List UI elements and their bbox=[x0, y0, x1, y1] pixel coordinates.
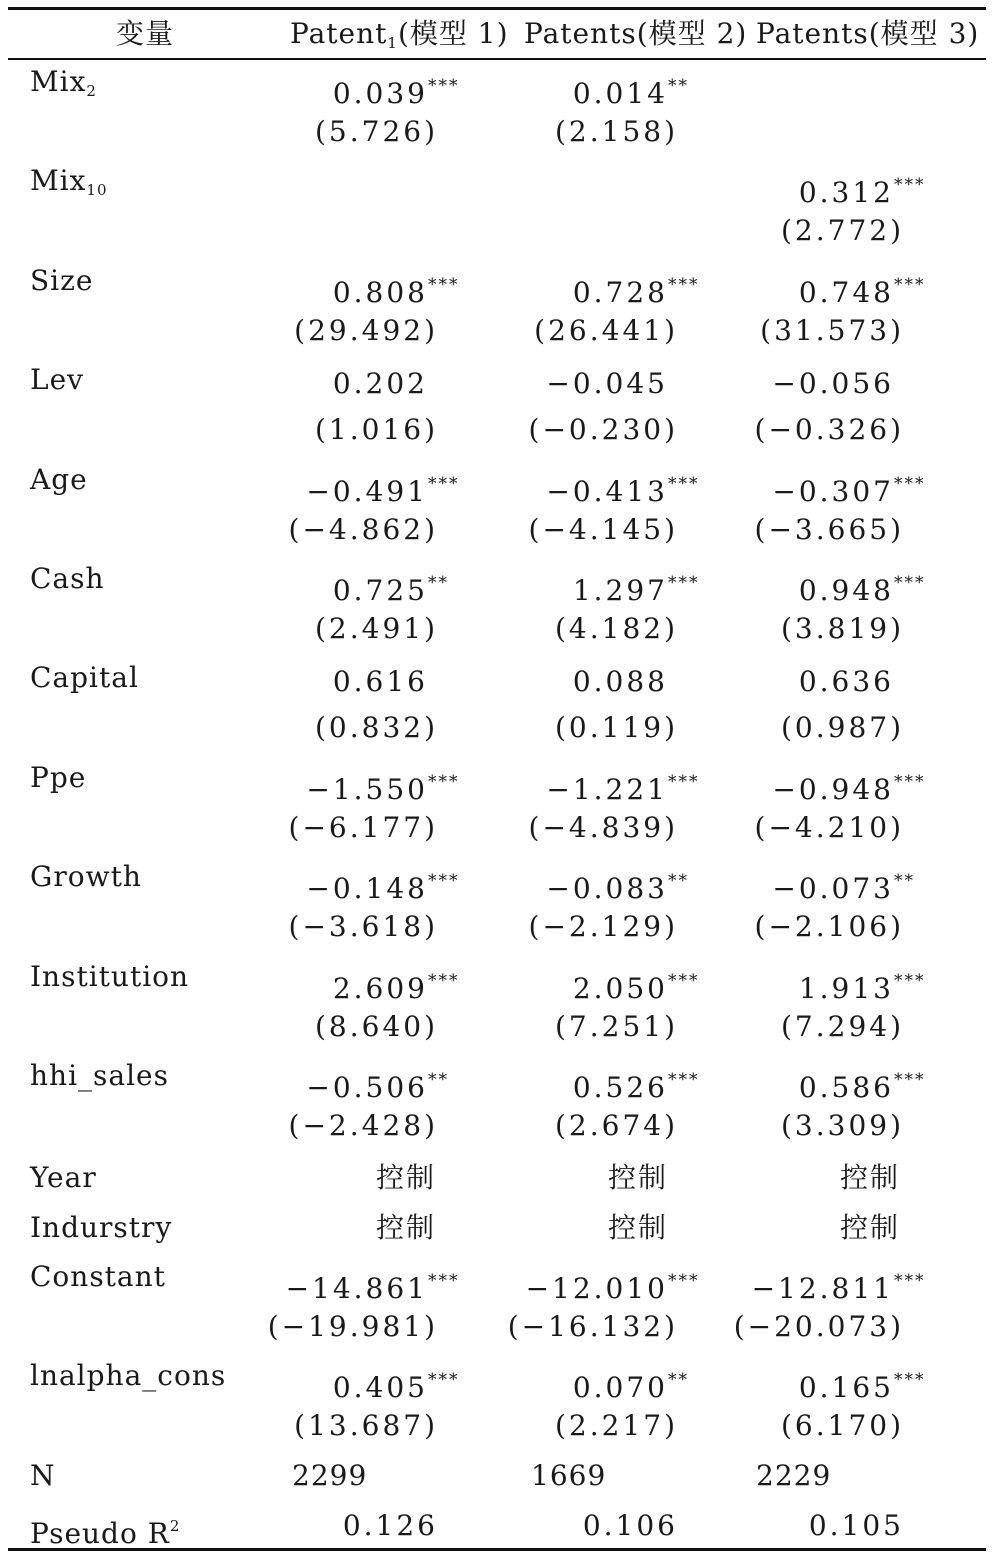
row-8-tstat-model-1: (−3.618) bbox=[288, 910, 438, 944]
row-11-coef-model-1 bbox=[285, 1261, 468, 1305]
row-12-coef-value: 0.405 bbox=[332, 1371, 428, 1405]
row-0-coef-value: 0.039 bbox=[332, 77, 428, 110]
row-6-label bbox=[30, 658, 139, 698]
row-3-coef-model-3 bbox=[772, 364, 934, 404]
row-11-coef-model-2 bbox=[525, 1261, 708, 1305]
row-2-label-text: Size bbox=[30, 263, 94, 297]
row-3-coef-model-1 bbox=[333, 364, 468, 404]
row-7-tstat-model-2: (−4.839) bbox=[528, 810, 678, 844]
row-7-label-text: Ppe bbox=[30, 760, 87, 794]
row-2-label bbox=[30, 261, 93, 301]
row-4-tstat-model-1: (−4.862) bbox=[288, 512, 438, 546]
row-10-coef-value: −0.506 bbox=[306, 1071, 428, 1104]
row-8-coef-model-2 bbox=[546, 861, 708, 906]
row-2-tstat-model-2: (26.441) bbox=[534, 313, 678, 347]
row-4-coef-model-3 bbox=[772, 464, 934, 508]
row-7-significance-stars: *** bbox=[428, 771, 460, 792]
header-model-1-prefix: Patent bbox=[290, 17, 388, 50]
row-4-significance-stars: *** bbox=[894, 473, 926, 494]
row-12-coef-model-3 bbox=[798, 1360, 934, 1405]
control-row-1-model-2: 控制 bbox=[607, 1210, 668, 1244]
row-2-significance-stars: *** bbox=[668, 274, 700, 295]
row-4-label-text: Age bbox=[30, 462, 88, 496]
row-4-coef-model-2 bbox=[546, 464, 708, 508]
row-8-tstat-model-2: (−2.129) bbox=[528, 910, 678, 944]
row-11-coef-value: −14.861 bbox=[285, 1272, 428, 1305]
pseudo-r2-label bbox=[30, 1506, 181, 1550]
top-rule bbox=[8, 7, 986, 10]
row-11-label-text: Constant bbox=[30, 1260, 166, 1293]
row-0-tstat-model-1: (5.726) bbox=[314, 115, 438, 148]
row-0-coef-value: 0.014 bbox=[572, 77, 668, 110]
row-3-label-text: Lev bbox=[30, 363, 84, 397]
control-row-0-label-text: Year bbox=[30, 1161, 97, 1194]
row-4-significance-stars: *** bbox=[428, 473, 460, 494]
row-10-coef-model-1 bbox=[306, 1060, 468, 1104]
row-11-significance-stars: *** bbox=[894, 1271, 926, 1291]
row-3-tstat-model-3: (−0.326) bbox=[754, 413, 904, 447]
row-0-significance-stars: *** bbox=[428, 76, 460, 96]
row-4-tstat-model-2: (−4.145) bbox=[528, 512, 678, 546]
row-6-tstat-model-3: (0.987) bbox=[780, 711, 904, 745]
row-1-coef-value: 0.312 bbox=[798, 176, 894, 210]
row-12-significance-stars: *** bbox=[894, 1370, 926, 1391]
row-10-coef-model-3 bbox=[798, 1060, 934, 1104]
row-11-tstat-model-3: (−20.073) bbox=[733, 1310, 904, 1343]
pseudo-r2-model-3: 0.105 bbox=[808, 1509, 904, 1542]
header-variable: 变量 bbox=[116, 17, 175, 50]
row-9-coef-value: 1.913 bbox=[798, 971, 894, 1005]
row-5-coef-value: 0.725 bbox=[332, 574, 428, 607]
row-1-label bbox=[30, 161, 108, 201]
row-12-tstat-model-3: (6.170) bbox=[780, 1409, 904, 1443]
row-7-coef-value: −1.221 bbox=[546, 772, 668, 806]
row-3-coef-value: −0.056 bbox=[772, 367, 894, 401]
row-11-tstat-model-2: (−16.132) bbox=[507, 1310, 678, 1343]
header-rule bbox=[8, 58, 986, 60]
control-row-1-label-text: Indurstry bbox=[30, 1210, 173, 1244]
row-9-tstat-model-3: (7.294) bbox=[780, 1009, 904, 1043]
row-7-tstat-model-3: (−4.210) bbox=[754, 810, 904, 844]
row-10-tstat-model-2: (2.674) bbox=[554, 1109, 678, 1142]
row-10-significance-stars: *** bbox=[894, 1070, 926, 1090]
row-9-significance-stars: *** bbox=[894, 970, 926, 991]
n-row-label-text: N bbox=[30, 1459, 56, 1492]
row-9-coef-model-3 bbox=[798, 961, 934, 1005]
pseudo-r2-model-1: 0.126 bbox=[342, 1509, 438, 1542]
row-7-coef-model-2 bbox=[546, 762, 708, 806]
row-5-coef-value: 1.297 bbox=[572, 574, 668, 607]
row-6-coef-value: 0.616 bbox=[332, 665, 428, 699]
row-5-significance-stars: ** bbox=[428, 573, 449, 593]
row-8-significance-stars: ** bbox=[894, 871, 915, 892]
row-6-coef-model-2 bbox=[573, 662, 708, 702]
row-10-coef-model-2 bbox=[572, 1060, 708, 1104]
row-12-tstat-model-1: (13.687) bbox=[294, 1409, 438, 1443]
control-row-1-label bbox=[30, 1208, 172, 1248]
row-9-coef-model-2 bbox=[572, 961, 708, 1005]
row-5-tstat-model-3: (3.819) bbox=[780, 612, 904, 645]
row-7-coef-model-3 bbox=[772, 762, 934, 806]
control-row-1-model-1: 控制 bbox=[375, 1210, 436, 1244]
row-2-significance-stars: *** bbox=[894, 274, 926, 295]
row-10-tstat-model-1: (−2.428) bbox=[288, 1109, 438, 1142]
row-4-coef-value: −0.307 bbox=[772, 474, 894, 508]
row-5-significance-stars: *** bbox=[668, 573, 700, 593]
row-8-coef-value: −0.073 bbox=[772, 872, 894, 906]
row-2-tstat-model-3: (31.573) bbox=[760, 313, 904, 347]
row-11-significance-stars: *** bbox=[668, 1271, 700, 1291]
row-3-tstat-model-1: (1.016) bbox=[314, 413, 438, 447]
row-2-coef-value: 0.808 bbox=[332, 275, 428, 309]
row-6-tstat-model-2: (0.119) bbox=[554, 711, 678, 745]
pseudo-r2-label-text: Pseudo R bbox=[30, 1517, 170, 1550]
row-8-significance-stars: ** bbox=[668, 871, 689, 892]
row-0-tstat-model-2: (2.158) bbox=[554, 115, 678, 148]
row-0-coef-model-1 bbox=[332, 66, 468, 110]
row-1-tstat-model-3: (2.772) bbox=[780, 214, 904, 248]
row-5-tstat-model-1: (2.491) bbox=[314, 612, 438, 645]
row-10-label-text: hhi_sales bbox=[30, 1059, 169, 1092]
row-9-significance-stars: *** bbox=[668, 970, 700, 991]
row-11-label bbox=[30, 1257, 166, 1297]
row-9-tstat-model-2: (7.251) bbox=[554, 1009, 678, 1043]
row-1-label-text: Mix bbox=[30, 164, 87, 198]
row-4-tstat-model-3: (−3.665) bbox=[754, 512, 904, 546]
row-5-significance-stars: *** bbox=[894, 573, 926, 593]
row-5-label bbox=[30, 559, 105, 599]
row-11-coef-value: −12.010 bbox=[525, 1272, 668, 1305]
n-row-model-2: 1669 bbox=[531, 1459, 607, 1492]
row-3-coef-value: −0.045 bbox=[546, 367, 668, 401]
row-5-label-text: Cash bbox=[30, 562, 105, 595]
row-8-coef-value: −0.148 bbox=[306, 872, 428, 906]
row-10-coef-value: 0.586 bbox=[798, 1071, 894, 1104]
row-12-coef-value: 0.165 bbox=[798, 1371, 894, 1405]
row-6-tstat-model-1: (0.832) bbox=[314, 711, 438, 745]
row-2-significance-stars: *** bbox=[428, 274, 460, 295]
row-2-coef-model-3 bbox=[798, 265, 934, 309]
row-2-coef-model-1 bbox=[332, 265, 468, 309]
row-1-significance-stars: *** bbox=[894, 175, 926, 196]
row-0-label-subscript: 2 bbox=[86, 82, 97, 100]
row-2-coef-value: 0.728 bbox=[572, 275, 668, 309]
control-row-0-label bbox=[30, 1158, 97, 1198]
row-7-tstat-model-1: (−6.177) bbox=[288, 810, 438, 844]
pseudo-r2-label-superscript: 2 bbox=[169, 1517, 181, 1535]
row-6-coef-value: 0.088 bbox=[572, 665, 668, 699]
header-model-3: Patents(模型 3) bbox=[756, 17, 980, 50]
row-12-label-text: lnalpha_cons bbox=[30, 1359, 227, 1393]
row-7-coef-value: −0.948 bbox=[772, 772, 894, 806]
row-0-coef-model-2 bbox=[572, 66, 708, 110]
row-11-coef-model-3 bbox=[751, 1261, 934, 1305]
row-12-significance-stars: ** bbox=[668, 1370, 689, 1391]
row-3-coef-value: 0.202 bbox=[332, 367, 428, 401]
control-row-0-model-2: 控制 bbox=[607, 1161, 668, 1194]
row-8-significance-stars: *** bbox=[428, 871, 460, 892]
row-1-coef-model-3 bbox=[798, 165, 934, 210]
row-4-label bbox=[30, 460, 88, 500]
row-9-label-text: Institution bbox=[30, 959, 190, 993]
row-4-coef-value: −0.413 bbox=[546, 474, 668, 508]
row-0-label bbox=[30, 62, 97, 102]
n-row-model-1: 2299 bbox=[292, 1459, 368, 1492]
header-model-1 bbox=[290, 14, 509, 54]
row-6-coef-model-3 bbox=[799, 662, 934, 702]
row-5-coef-value: 0.948 bbox=[798, 574, 894, 607]
pseudo-r2-model-2: 0.106 bbox=[582, 1509, 678, 1542]
row-11-coef-value: −12.811 bbox=[751, 1272, 894, 1305]
row-5-coef-model-2 bbox=[572, 563, 708, 607]
row-1-label-subscript: 10 bbox=[86, 181, 108, 200]
row-9-coef-value: 2.609 bbox=[332, 971, 428, 1005]
row-2-coef-value: 0.748 bbox=[798, 275, 894, 309]
header-model-1-suffix: (模型 1) bbox=[397, 17, 509, 50]
row-8-coef-model-1 bbox=[306, 861, 468, 906]
header-model-2: Patents(模型 2) bbox=[524, 17, 748, 50]
row-9-label bbox=[30, 957, 189, 997]
row-9-coef-value: 2.050 bbox=[572, 971, 668, 1005]
row-7-significance-stars: *** bbox=[894, 771, 926, 792]
row-5-coef-model-1 bbox=[332, 563, 468, 607]
row-3-coef-model-2 bbox=[546, 364, 708, 404]
row-0-label-text: Mix bbox=[30, 65, 87, 98]
row-7-coef-value: −1.550 bbox=[306, 772, 428, 806]
row-10-label bbox=[30, 1056, 169, 1096]
row-10-significance-stars: *** bbox=[668, 1070, 700, 1090]
row-7-significance-stars: *** bbox=[668, 771, 700, 792]
row-12-label bbox=[30, 1356, 226, 1396]
row-8-label bbox=[30, 857, 142, 897]
row-9-tstat-model-1: (8.640) bbox=[314, 1009, 438, 1043]
row-12-coef-model-2 bbox=[572, 1360, 708, 1405]
row-8-tstat-model-3: (−2.106) bbox=[754, 910, 904, 944]
row-10-significance-stars: ** bbox=[428, 1070, 449, 1090]
row-4-significance-stars: *** bbox=[668, 473, 700, 494]
row-2-tstat-model-1: (29.492) bbox=[294, 313, 438, 347]
row-11-significance-stars: *** bbox=[428, 1271, 460, 1291]
control-row-0-model-3: 控制 bbox=[839, 1161, 900, 1194]
row-11-tstat-model-1: (−19.981) bbox=[267, 1310, 438, 1343]
row-2-coef-model-2 bbox=[572, 265, 708, 309]
row-6-coef-value: 0.636 bbox=[798, 665, 894, 699]
row-4-coef-model-1 bbox=[306, 464, 468, 508]
row-8-label-text: Growth bbox=[30, 860, 142, 894]
row-7-label bbox=[30, 758, 86, 798]
row-0-significance-stars: ** bbox=[668, 76, 689, 96]
row-12-significance-stars: *** bbox=[428, 1370, 460, 1391]
row-10-tstat-model-3: (3.309) bbox=[780, 1109, 904, 1142]
row-6-label-text: Capital bbox=[30, 661, 139, 695]
row-8-coef-value: −0.083 bbox=[546, 872, 668, 906]
row-12-coef-value: 0.070 bbox=[572, 1371, 668, 1405]
row-3-tstat-model-2: (−0.230) bbox=[528, 413, 678, 447]
row-5-coef-model-3 bbox=[798, 563, 934, 607]
row-10-coef-value: 0.526 bbox=[572, 1071, 668, 1104]
row-6-coef-model-1 bbox=[333, 662, 468, 702]
header-model-1-subscript: 1 bbox=[387, 34, 398, 52]
row-3-label bbox=[30, 360, 84, 400]
row-9-significance-stars: *** bbox=[428, 970, 460, 991]
row-7-coef-model-1 bbox=[306, 762, 468, 806]
row-12-coef-model-1 bbox=[332, 1360, 468, 1405]
row-5-tstat-model-2: (4.182) bbox=[554, 612, 678, 645]
row-12-tstat-model-2: (2.217) bbox=[554, 1409, 678, 1443]
row-4-coef-value: −0.491 bbox=[306, 474, 428, 508]
control-row-0-model-1: 控制 bbox=[375, 1161, 436, 1194]
row-9-coef-model-1 bbox=[332, 961, 468, 1005]
control-row-1-model-3: 控制 bbox=[839, 1210, 900, 1244]
n-row-model-3: 2229 bbox=[756, 1459, 832, 1492]
n-row-label bbox=[30, 1456, 56, 1496]
row-8-coef-model-3 bbox=[772, 861, 934, 906]
